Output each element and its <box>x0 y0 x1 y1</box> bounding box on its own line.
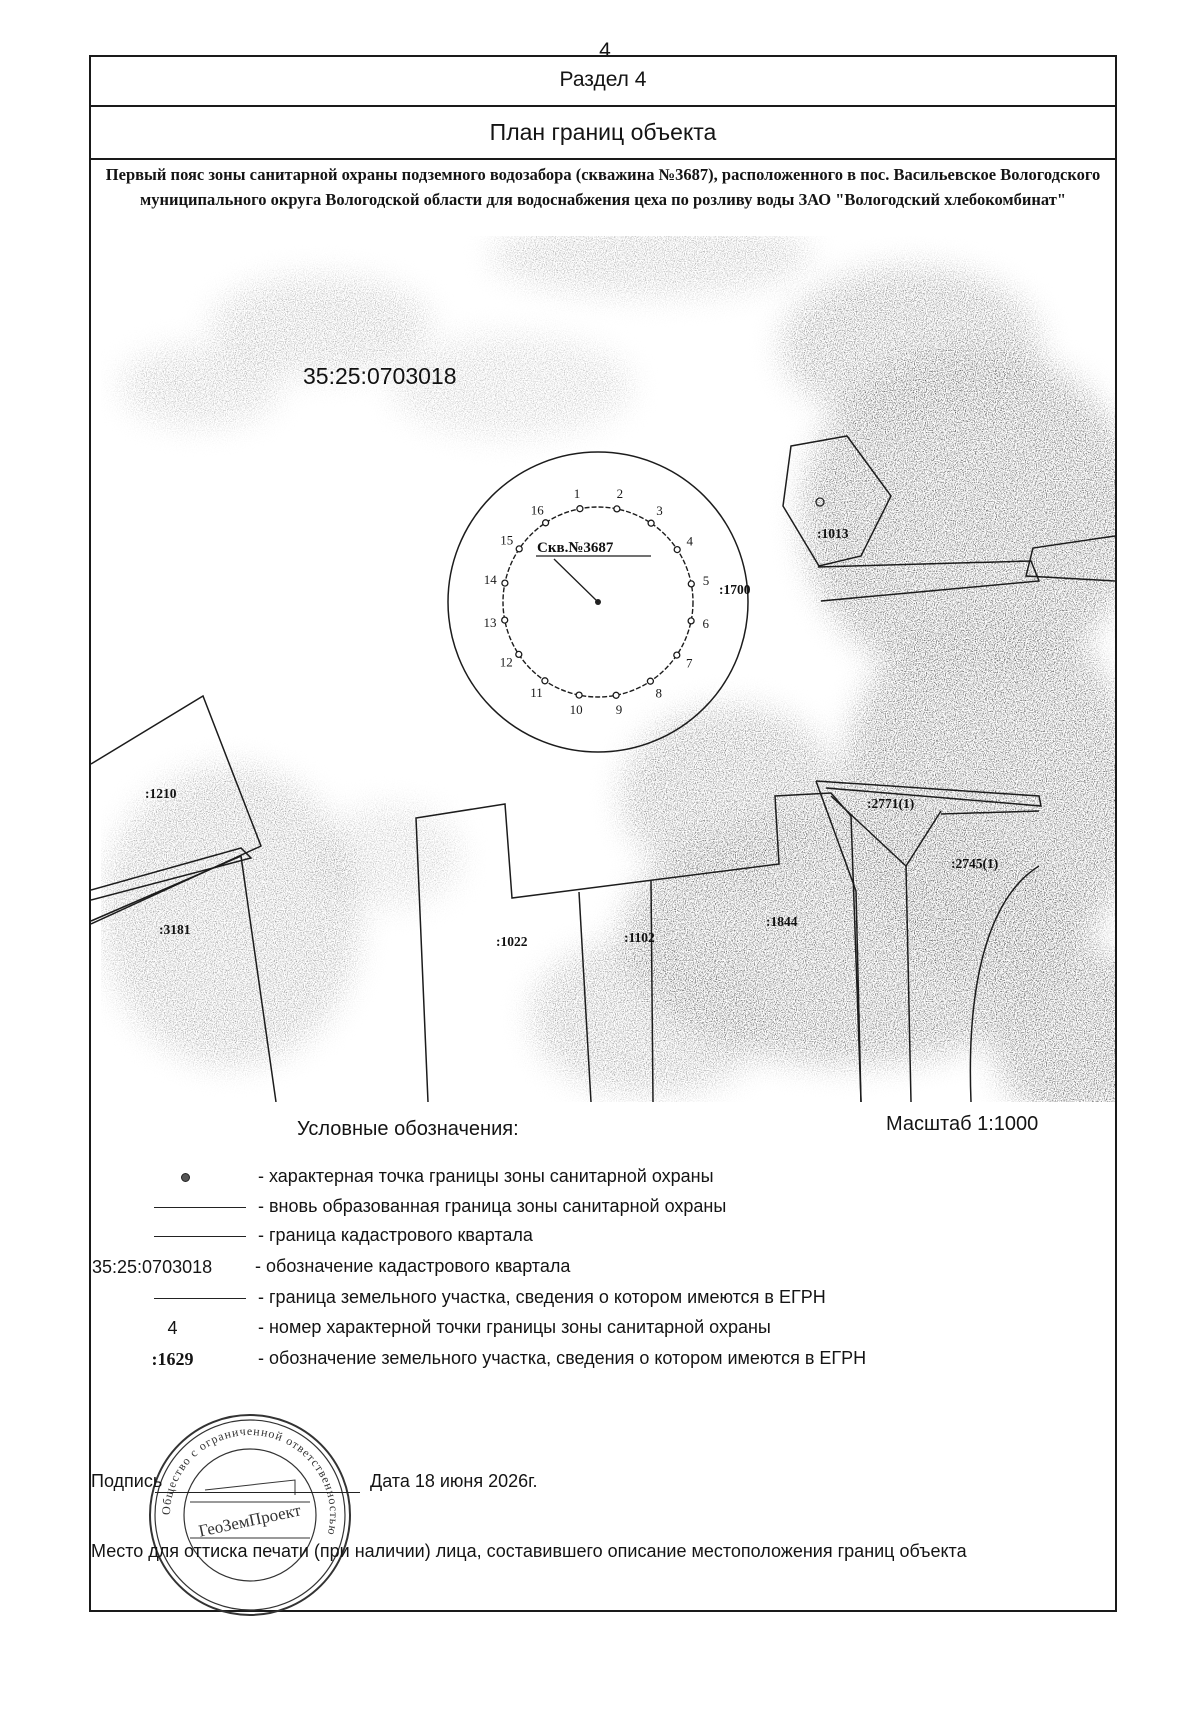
legend-symbol-text: 4 <box>167 1317 178 1338</box>
map-scale: Масштаб 1:1000 <box>886 1113 1039 1135</box>
zone-point-number-10: 10 <box>569 701 583 717</box>
page-number: 4 <box>599 39 611 62</box>
zone-point-9 <box>613 692 619 698</box>
zone-point-3 <box>648 520 654 526</box>
zone-point-number-11: 11 <box>530 685 543 701</box>
parcel-label-1844: :1844 <box>766 914 798 929</box>
signature-line <box>155 1492 360 1493</box>
legend-line-symbol-icon <box>90 1222 255 1250</box>
parcel-label-3181: :3181 <box>159 922 191 937</box>
zone-point-number-16: 16 <box>530 502 544 518</box>
signature-label: Подпись <box>91 1471 163 1491</box>
zone-point-number-12: 12 <box>499 654 513 670</box>
zone-point-number-4: 4 <box>686 533 693 549</box>
legend-item-text: - вновь образованная граница зоны санитарной охраны <box>258 1196 727 1216</box>
zone-point-number-13: 13 <box>483 615 497 630</box>
legend-item-point <box>90 1163 1090 1191</box>
legend-symbol-text: :1629 <box>151 1348 194 1369</box>
parcel-label-1013: :1013 <box>817 526 849 541</box>
legend-item-text: - граница земельного участка, сведения о котором имеются в ЕГРН <box>258 1287 826 1307</box>
legend-symbol-text: 35:25:0703018 <box>92 1256 213 1277</box>
parcel-label-2771: :2771(1) <box>867 796 915 811</box>
date-label: Дата 18 июня 2026г. <box>370 1471 538 1491</box>
plan-title: План границ объекта <box>89 107 1117 160</box>
legend-item-parcel-boundary <box>90 1284 1090 1312</box>
zone-point-1 <box>577 506 583 512</box>
parcel-label-1700: :1700 <box>719 582 751 597</box>
legend-item-zone-boundary <box>90 1193 1090 1221</box>
zone-point-number-9: 9 <box>615 702 623 717</box>
zone-point-15 <box>516 546 522 552</box>
zone-point-5 <box>688 581 694 587</box>
zone-point-4 <box>674 547 680 553</box>
parcel-label-1210: :1210 <box>145 786 177 801</box>
zone-point-number-6: 6 <box>702 615 710 631</box>
parcel-label-1022: :1022 <box>496 934 528 949</box>
quarter-number-label: 35:25:0703018 <box>303 363 457 389</box>
zone-point-6 <box>688 618 694 624</box>
legend-item-text: - характерная точка границы зоны санитарной охраны <box>258 1166 714 1186</box>
legend-line-symbol-icon <box>90 1193 255 1221</box>
stamp-place-note: Место для оттиска печати (при наличии) лица, составившего описание местоположения границ объекта <box>91 1541 967 1561</box>
zone-point-8 <box>647 678 653 684</box>
svg-text:ГеоЗемПроект: ГеоЗемПроект <box>196 1500 303 1541</box>
zone-point-16 <box>543 520 549 526</box>
company-seal <box>145 1410 355 1620</box>
zone-point-14 <box>502 580 508 586</box>
zone-point-number-3: 3 <box>656 502 663 518</box>
zone-point-number-7: 7 <box>685 655 693 671</box>
well-label: Скв.№3687 <box>537 540 614 556</box>
zone-point-13 <box>502 617 508 623</box>
zone-point-7 <box>674 652 680 658</box>
legend-line-symbol-icon <box>90 1284 255 1312</box>
parcel-label-1102: :1102 <box>624 930 655 945</box>
zone-point-number-5: 5 <box>702 573 710 588</box>
section-heading: Раздел 4 <box>89 55 1117 107</box>
legend-item-quarter-label <box>90 1253 1090 1281</box>
legend-item-quarter-boundary <box>90 1222 1090 1250</box>
zone-point-number-15: 15 <box>500 532 514 548</box>
zone-point-number-14: 14 <box>483 572 497 588</box>
legend-point-symbol-icon <box>90 1163 255 1191</box>
legend-title: Условные обозначения: <box>297 1118 519 1140</box>
object-description: Первый пояс зоны санитарной охраны подземного водозабора (скважина №3687), расположенного в пос. Васильевское Вологодского муниципального округа Вологодской области для водоснабжения цеха по розливу воды ЗАО "Вологодский хлебокомбинат" <box>105 165 1101 209</box>
zone-point-number-1: 1 <box>573 486 581 501</box>
parcel-label-2745: :2745(1) <box>951 856 999 871</box>
zone-point-number-2: 2 <box>616 486 624 502</box>
zone-point-12 <box>516 651 522 657</box>
legend-item-text: - обозначение земельного участка, сведения о котором имеются в ЕГРН <box>258 1348 867 1368</box>
zone-point-11 <box>542 678 548 684</box>
legend-item-text: - номер характерной точки границы зоны санитарной охраны <box>258 1317 771 1337</box>
svg-text:Общество с ограниченной ответс: Общество с ограниченной ответственностью <box>158 1424 342 1537</box>
legend-item-parcel-label <box>90 1345 1090 1373</box>
boundary-map <box>91 236 1115 1102</box>
zone-point-number-8: 8 <box>655 685 662 701</box>
legend-item-point-number <box>90 1314 1090 1342</box>
legend-item-text: - граница кадастрового квартала <box>258 1225 533 1245</box>
legend-item-text: - обозначение кадастрового квартала <box>255 1256 571 1276</box>
zone-point-10 <box>576 692 582 698</box>
zone-point-2 <box>614 506 620 512</box>
